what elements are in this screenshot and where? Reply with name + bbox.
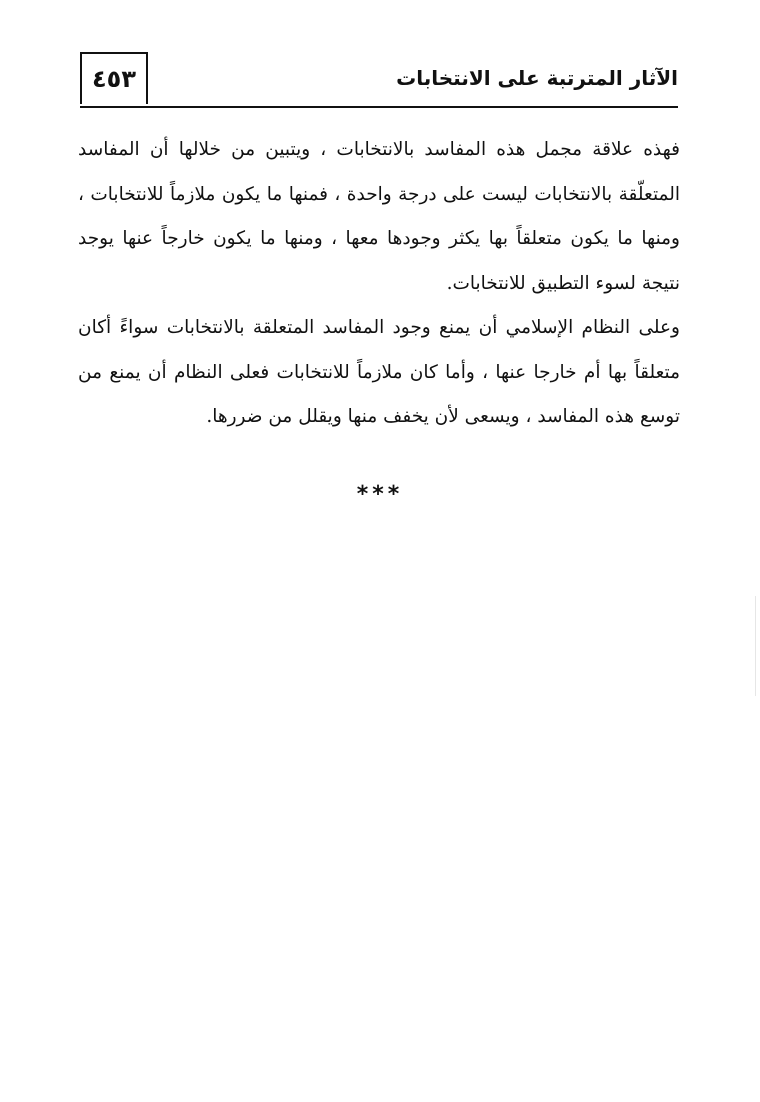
scan-edge-line bbox=[755, 596, 756, 696]
body-text bbox=[78, 128, 680, 440]
running-title: الآثار المترتبة على الانتخابات bbox=[396, 66, 678, 90]
page-header bbox=[80, 52, 678, 108]
paragraph-2: وعلى النظام الإسلامي أن يمنع وجود المفاسد المتعلقة بالانتخابات سواءً أكان متعلقاً بها أم خارجا عنها ، وأما كان ملازماً للانتخابات فعلى النظام أن يمنع من توسع هذه المفاسد ، ويسعى لأن يخفف منها ويقلل من ضررها. bbox=[78, 317, 680, 427]
page-number: ٤٥٣ bbox=[80, 52, 148, 104]
section-separator: *** bbox=[356, 482, 404, 507]
paragraph-1: فهذه علاقة مجمل هذه المفاسد بالانتخابات ، ويتبين من خلالها أن المفاسد المتعلّقة بالانتخابات ليست على درجة واحدة ، فمنها ما يكون ملازماً للانتخابات ، ومنها ما يكون متعلقاً بها يكثر وجودها معها ، ومنها ما يكون خارجاً عنها يوجد نتيجة لسوء التطبيق للانتخابات. bbox=[78, 139, 680, 294]
